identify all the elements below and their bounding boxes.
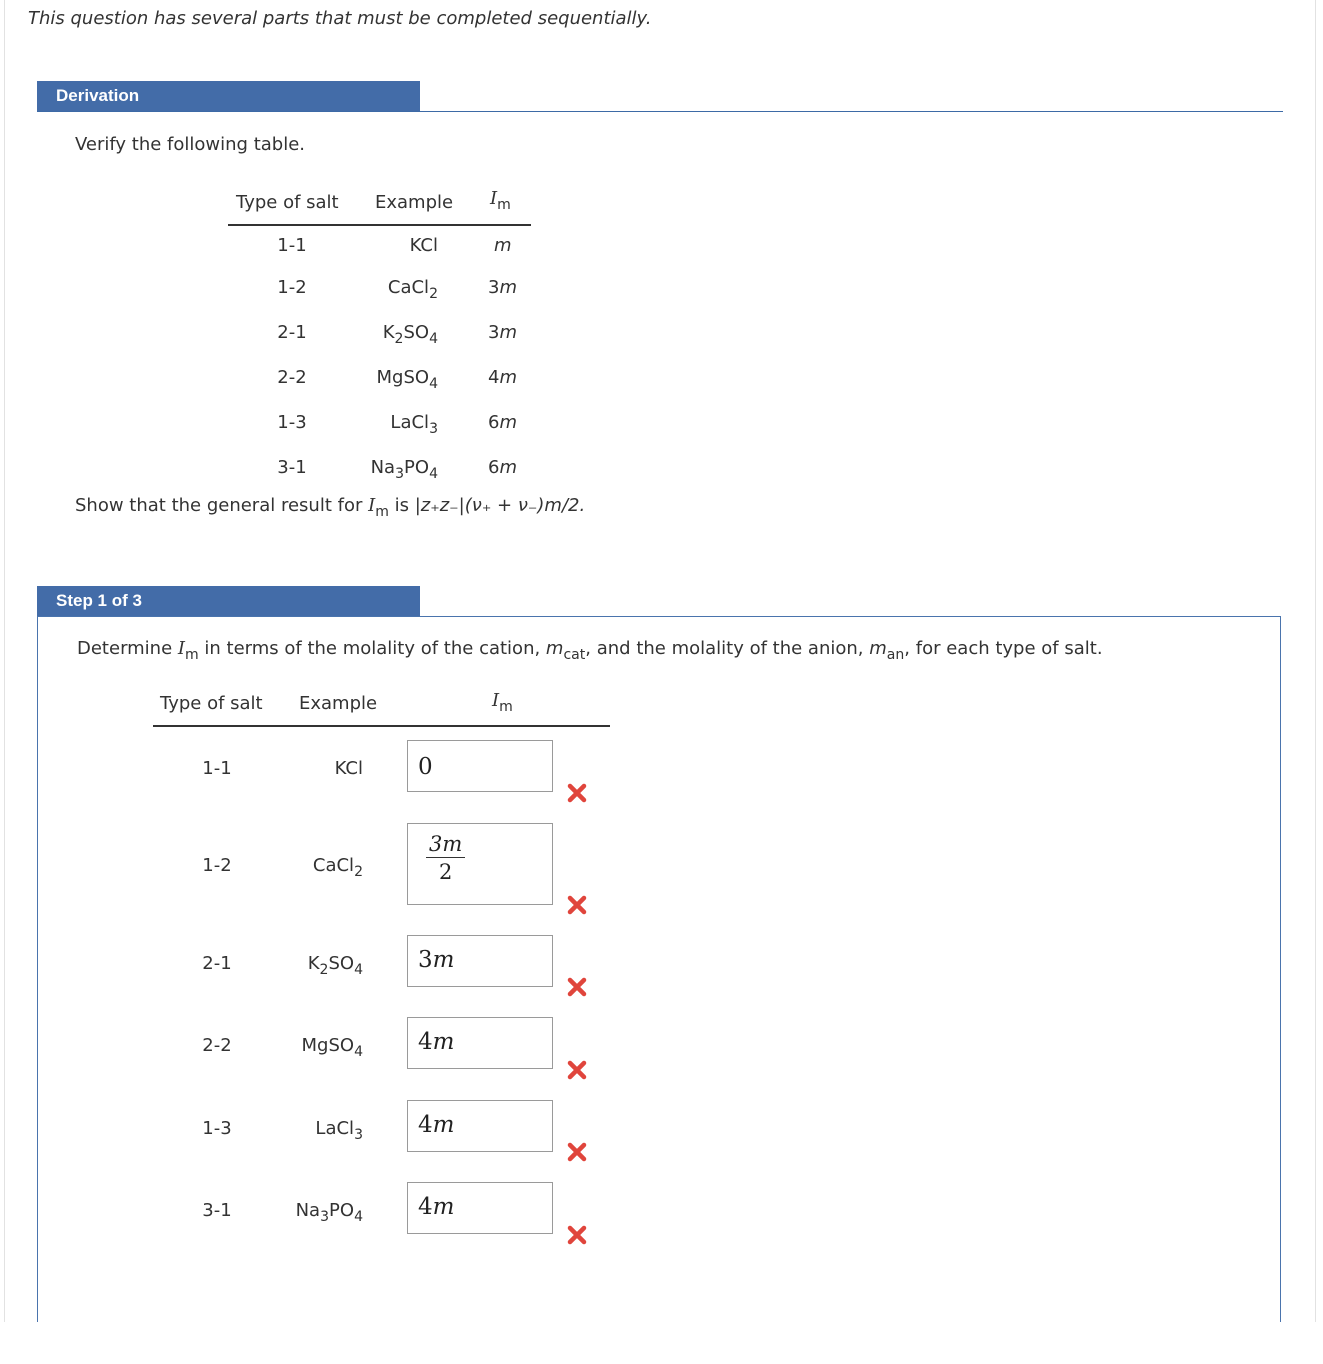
step1-header-type: Type of salt xyxy=(160,693,263,714)
step1-row-type: 3-1 xyxy=(202,1200,232,1221)
example-subscript: 2 xyxy=(394,330,404,347)
step1-row-example xyxy=(312,855,363,880)
example-part: MgSO xyxy=(376,367,430,388)
example-subscript: 3 xyxy=(429,420,438,437)
step1-row-example xyxy=(295,1200,363,1225)
fraction-denominator: 2 xyxy=(438,860,453,884)
answer-input[interactable] xyxy=(407,823,553,905)
verify-row-type: 1-3 xyxy=(277,412,307,433)
example-subscript: 2 xyxy=(319,961,329,978)
example-subscript: 2 xyxy=(354,863,363,880)
verify-row-im xyxy=(488,457,517,478)
incorrect-x-icon xyxy=(566,1059,588,1081)
answer-coef: 4 xyxy=(418,1112,433,1138)
example-subscript: 2 xyxy=(429,285,438,302)
im-var: m xyxy=(494,235,512,256)
example-part: Na xyxy=(370,457,396,478)
example-part: SO xyxy=(403,322,430,343)
answer-var: m xyxy=(432,947,455,973)
incorrect-x-icon xyxy=(566,894,588,916)
fraction-numerator xyxy=(426,831,465,858)
answer-input[interactable] xyxy=(407,935,553,987)
example-part: SO xyxy=(328,953,355,974)
verify-row-type: 1-2 xyxy=(277,277,307,298)
step1-row-example xyxy=(307,953,363,978)
example-part: PO xyxy=(404,457,430,478)
answer-fraction xyxy=(426,831,465,886)
example-part: KCl xyxy=(334,758,363,779)
derivation-instruction: Verify the following table. xyxy=(75,134,306,155)
verify-row-example xyxy=(410,235,438,256)
intro-text: This question has several parts that must be completed sequentially. xyxy=(28,8,652,29)
example-part: MgSO xyxy=(301,1035,355,1056)
verify-header-im: $I_m$ xyxy=(490,188,511,213)
example-part: K xyxy=(307,953,320,974)
verify-row-example xyxy=(370,457,438,482)
incorrect-x-icon xyxy=(566,782,588,804)
incorrect-x-icon xyxy=(566,1224,588,1246)
example-subscript: 4 xyxy=(429,375,438,392)
step1-header-im: $I_m$ xyxy=(492,690,513,715)
im-coef: 3 xyxy=(488,277,500,298)
numerator-text: 3m xyxy=(429,832,463,856)
answer-input[interactable] xyxy=(407,740,553,792)
example-part: CaCl xyxy=(312,855,355,876)
verify-row-im xyxy=(488,412,517,433)
verify-row-type: 1-1 xyxy=(277,235,307,256)
answer-coef: 3 xyxy=(418,947,433,973)
example-subscript: 4 xyxy=(354,1043,363,1060)
answer-var: m xyxy=(432,1194,455,1220)
answer-coef: 4 xyxy=(418,1194,433,1220)
example-part: LaCl xyxy=(315,1118,355,1139)
example-subscript: 3 xyxy=(320,1208,330,1225)
im-coef: 3 xyxy=(488,322,500,343)
im-coef: 4 xyxy=(488,367,500,388)
step1-row-example xyxy=(315,1118,363,1143)
answer-var: m xyxy=(432,1112,455,1138)
answer-coef: 4 xyxy=(418,1029,433,1055)
incorrect-x-icon xyxy=(566,976,588,998)
verify-row-type: 3-1 xyxy=(277,457,307,478)
verify-row-example xyxy=(382,322,438,347)
answer-var: m xyxy=(432,1029,455,1055)
verify-row-example xyxy=(387,277,438,302)
example-part: LaCl xyxy=(390,412,430,433)
verify-row-im xyxy=(488,277,517,298)
example-subscript: 3 xyxy=(395,465,405,482)
answer-input[interactable] xyxy=(407,1182,553,1234)
step1-row-type: 2-2 xyxy=(202,1035,232,1056)
example-part: CaCl xyxy=(387,277,430,298)
im-coef: 6 xyxy=(488,457,500,478)
verify-header-type: Type of salt xyxy=(236,192,339,213)
example-subscript: 4 xyxy=(429,330,438,347)
verify-header-rule xyxy=(228,224,531,226)
verify-row-example xyxy=(390,412,438,437)
page-bottom xyxy=(0,1322,1323,1364)
verify-row-type: 2-2 xyxy=(277,367,307,388)
example-subscript: 4 xyxy=(429,465,438,482)
verify-row-im xyxy=(488,322,517,343)
im-var: m xyxy=(499,412,517,433)
step1-row-type: 1-2 xyxy=(202,855,232,876)
example-part: PO xyxy=(329,1200,355,1221)
incorrect-x-icon xyxy=(566,1141,588,1163)
answer-input[interactable] xyxy=(407,1100,553,1152)
im-var: m xyxy=(499,367,517,388)
example-part: K xyxy=(382,322,395,343)
step1-question: Determine $I_m$ in terms of the molality of the cation, $m_{cat}$, and the molality of the anion, $m_{an}$, for each type of salt. xyxy=(77,638,1103,663)
step1-row-example xyxy=(301,1035,364,1060)
step1-header-rule xyxy=(153,725,610,727)
example-part: KCl xyxy=(409,235,438,256)
im-var: m xyxy=(499,322,517,343)
im-var: m xyxy=(499,457,517,478)
im-coef: 6 xyxy=(488,412,500,433)
step1-tab: Step 1 of 3 xyxy=(37,586,420,616)
answer-value: 0 xyxy=(418,754,433,780)
step1-header xyxy=(37,586,1283,616)
step1-row-type: 1-3 xyxy=(202,1118,232,1139)
example-part: Na xyxy=(295,1200,321,1221)
verify-row-type: 2-1 xyxy=(277,322,307,343)
verify-row-example xyxy=(376,367,439,392)
derivation-tab: Derivation xyxy=(37,81,420,111)
verify-header-example: Example xyxy=(375,192,454,213)
example-subscript: 3 xyxy=(354,1126,363,1143)
step1-row-example xyxy=(335,758,363,779)
verify-row-im xyxy=(488,367,517,388)
answer-input[interactable] xyxy=(407,1017,553,1069)
step1-row-type: 1-1 xyxy=(202,758,232,779)
example-subscript: 4 xyxy=(354,961,363,978)
general-result-text: Show that the general result for $I_m$ is |z₊z₋|(ν₊ + ν₋)m/2. xyxy=(75,495,586,520)
im-var: m xyxy=(499,277,517,298)
example-subscript: 4 xyxy=(354,1208,363,1225)
verify-row-im xyxy=(494,235,512,256)
step1-panel xyxy=(37,616,1281,1336)
step1-row-type: 2-1 xyxy=(202,953,232,974)
step1-header-example: Example xyxy=(299,693,378,714)
derivation-header xyxy=(37,81,1283,112)
